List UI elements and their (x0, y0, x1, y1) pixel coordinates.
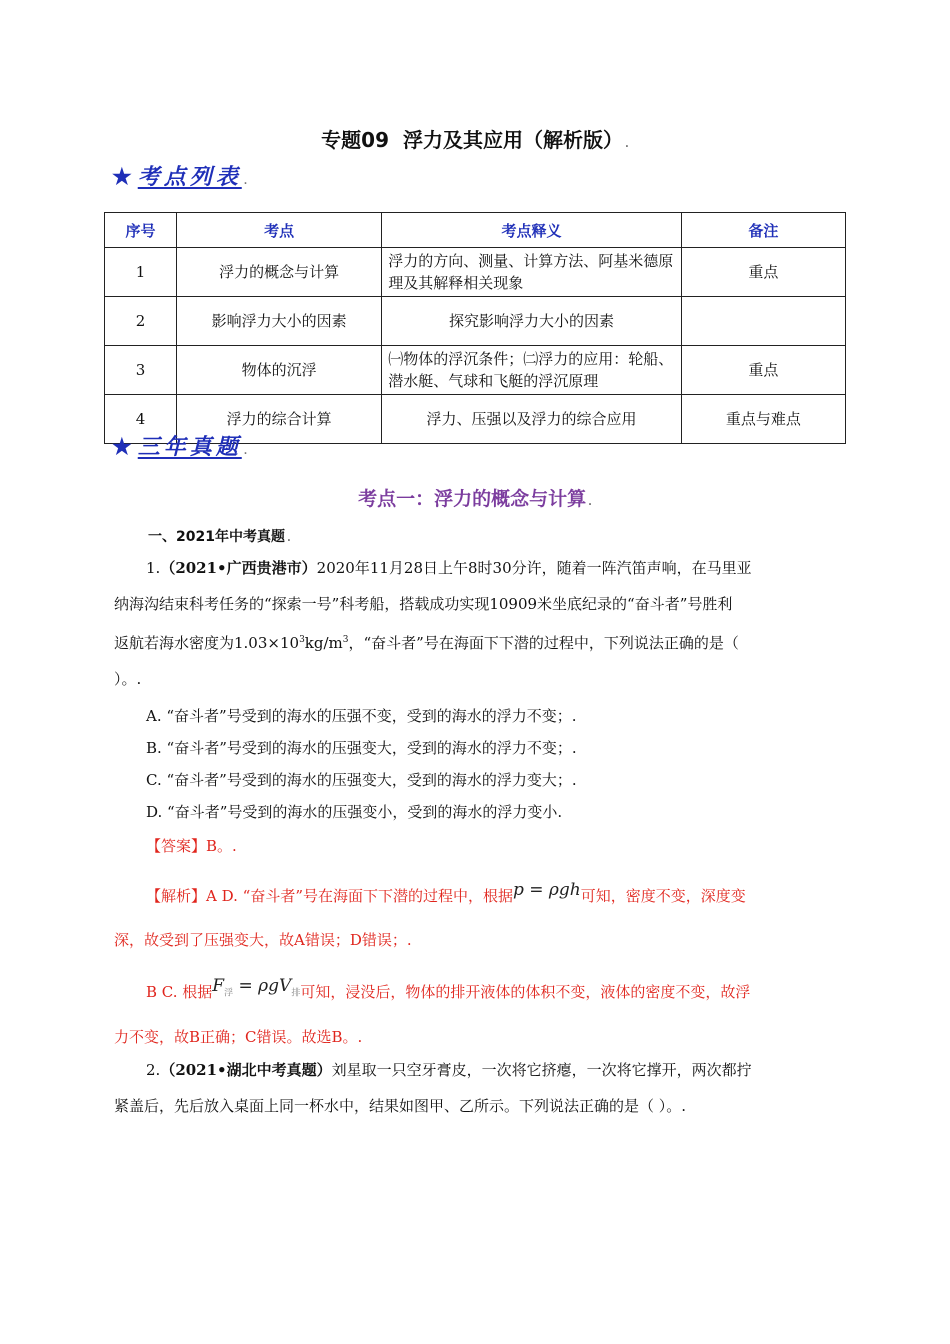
cell-point: 物体的沉浮 (176, 346, 381, 395)
option-c: C. “奋斗者”号受到的海水的压强变大，受到的海水的浮力变大；. (146, 771, 577, 789)
cell-desc: ㈠物体的浮沉条件；㈡浮力的应用：轮船、潜水艇、气球和飞艇的浮沉原理 (382, 346, 682, 395)
cell-note: 重点 (681, 248, 845, 297)
analysis-1: 【解析】A D. “奋斗者”号在海面下下潜的过程中，根据p = ρgh可知，密度不变，深度变 深，故受到了压强变大，故A错误；D错误；. (114, 880, 746, 949)
topic-subheading: 考点一：浮力的概念与计算 . (358, 488, 592, 510)
table-header: 考点释义 (382, 213, 682, 248)
cell-point: 浮力的概念与计算 (176, 248, 381, 297)
year-heading: 一、2021年中考真题 . (148, 529, 291, 545)
table-row (105, 297, 846, 346)
cell-no: 1 (105, 248, 177, 297)
section-head-list: ★考点列表 . (112, 164, 248, 190)
key-points-table (104, 212, 846, 444)
cell-no: 3 (105, 346, 177, 395)
cell-desc: 浮力的方向、测量、计算方法、阿基米德原理及其解释相关现象 (382, 248, 682, 297)
cell-point: 浮力的综合计算 (176, 395, 381, 444)
option-b: B. “奋斗者”号受到的海水的压强变大，受到的海水的浮力不变；. (146, 739, 577, 757)
table-header: 备注 (681, 213, 845, 248)
cell-point: 影响浮力大小的因素 (176, 297, 381, 346)
cell-desc: 探究影响浮力大小的因素 (382, 297, 682, 346)
cell-note: 重点与难点 (681, 395, 845, 444)
cell-note (681, 297, 845, 346)
title-topic-number: 专题09 (321, 128, 390, 152)
table-header-row (105, 213, 846, 248)
table-header: 考点 (176, 213, 381, 248)
table-row (105, 248, 846, 297)
table-row (105, 346, 846, 395)
question-2: 2.（2021•湖北中考真题）刘星取一只空牙膏皮，一次将它挤瘪，一次将它撑开，两次都拧 紧盖后，先后放入桌面上同一杯水中，结果如图甲、乙所示。下列说法正确的是（ ）。. (114, 1061, 752, 1115)
title-text: 浮力及其应用（解析版） (403, 128, 624, 152)
cell-no: 2 (105, 297, 177, 346)
table-header: 序号 (105, 213, 177, 248)
section-head-years: ★三年真题 . (112, 434, 248, 460)
star-icon: ★ (112, 164, 136, 190)
formula-buoyancy: $F_浮 = \rho gV_排$ (212, 976, 301, 999)
page-title: 专题09 浮力及其应用（解析版） . (321, 128, 629, 152)
answer-1: 【答案】B。. (146, 837, 237, 855)
question-1: 1.（2021•广西贵港市）2020年11月28日上午8时30分许，随着一阵汽笛声响，在马里亚 纳海沟结束科考任务的“探索一号”科考船，搭载成功实现10909米坐底纪录的“奋斗者”号胜利 返航若海水密度为$1.03\times 10^3kg/m^3$，“奋斗者”号在海面下下潜的过程中，下列说法正确的是（ ）。. (114, 559, 752, 688)
cell-no: 4 (105, 395, 177, 444)
option-d: D. “奋斗者”号受到的海水的压强变小，受到的海水的浮力变小. (146, 803, 563, 821)
cell-note: 重点 (681, 346, 845, 395)
formula-pressure: p = ρgh (512, 880, 581, 900)
star-icon: ★ (112, 434, 136, 460)
analysis-1-part2: B C. 根据$F_浮 = \rho gV_排$可知，浸没后，物体的排开液体的体积不变，液体的密度不变，故浮 力不变，故B正确；C错误。故选B。. (114, 976, 751, 1047)
option-a: A. “奋斗者”号受到的海水的压强不变，受到的海水的浮力不变；. (146, 707, 577, 725)
cell-desc: 浮力、压强以及浮力的综合应用 (382, 395, 682, 444)
